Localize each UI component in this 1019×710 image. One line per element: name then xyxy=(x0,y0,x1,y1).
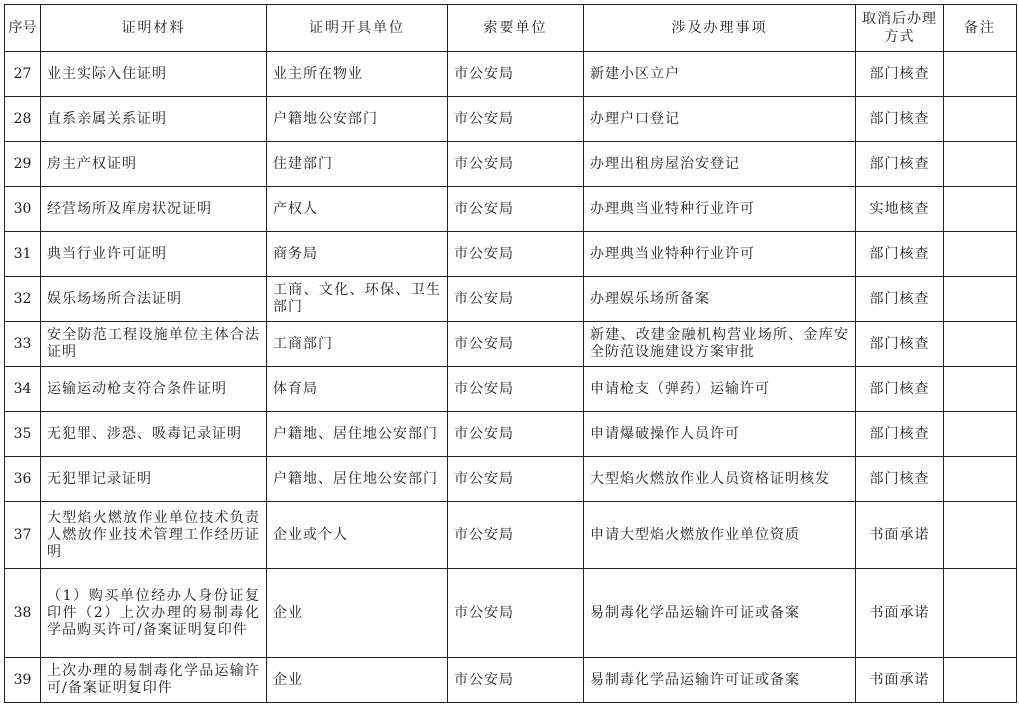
cell-remark xyxy=(944,569,1017,658)
cell-seq: 34 xyxy=(5,367,41,412)
cell-method: 书面承诺 xyxy=(856,658,944,703)
table-row xyxy=(5,502,1017,569)
cell-remark xyxy=(944,52,1017,97)
cell-requester: 市公安局 xyxy=(448,322,584,367)
cell-requester: 市公安局 xyxy=(448,97,584,142)
cell-requester: 市公安局 xyxy=(448,569,584,658)
cell-material: 典当行业许可证明 xyxy=(41,232,267,277)
cell-seq: 27 xyxy=(5,52,41,97)
header-issuer: 证明开具单位 xyxy=(267,5,448,52)
cell-issuer: 户籍地公安部门 xyxy=(267,97,448,142)
cell-method: 部门核查 xyxy=(856,97,944,142)
table-row xyxy=(5,52,1017,97)
cell-matter: 易制毒化学品运输许可证或备案 xyxy=(584,569,856,658)
cell-issuer: 住建部门 xyxy=(267,142,448,187)
table-row xyxy=(5,322,1017,367)
cell-method: 部门核查 xyxy=(856,232,944,277)
cell-material: 娱乐场场所合法证明 xyxy=(41,277,267,322)
header-requester: 索要单位 xyxy=(448,5,584,52)
table-row xyxy=(5,277,1017,322)
cell-material: 业主实际入住证明 xyxy=(41,52,267,97)
cell-seq: 33 xyxy=(5,322,41,367)
cell-matter: 新建小区立户 xyxy=(584,52,856,97)
cell-seq: 29 xyxy=(5,142,41,187)
cell-matter: 大型焰火燃放作业人员资格证明核发 xyxy=(584,457,856,502)
cell-requester: 市公安局 xyxy=(448,457,584,502)
cell-issuer: 商务局 xyxy=(267,232,448,277)
cell-seq: 30 xyxy=(5,187,41,232)
cell-seq: 36 xyxy=(5,457,41,502)
cell-remark xyxy=(944,97,1017,142)
cell-method: 部门核查 xyxy=(856,457,944,502)
cell-remark xyxy=(944,142,1017,187)
table-row xyxy=(5,97,1017,142)
cell-matter: 申请爆破操作人员许可 xyxy=(584,412,856,457)
cell-remark xyxy=(944,367,1017,412)
cell-method: 书面承诺 xyxy=(856,502,944,569)
cell-material: 经营场所及库房状况证明 xyxy=(41,187,267,232)
header-material: 证明材料 xyxy=(41,5,267,52)
cell-issuer: 体育局 xyxy=(267,367,448,412)
cell-method: 部门核查 xyxy=(856,277,944,322)
cell-matter: 办理出租房屋治安登记 xyxy=(584,142,856,187)
cell-issuer: 户籍地、居住地公安部门 xyxy=(267,457,448,502)
cell-method: 书面承诺 xyxy=(856,569,944,658)
header-remark: 备注 xyxy=(944,5,1017,52)
cell-seq: 32 xyxy=(5,277,41,322)
table-row xyxy=(5,457,1017,502)
certificate-table xyxy=(4,4,1017,703)
cell-method: 部门核查 xyxy=(856,142,944,187)
cell-requester: 市公安局 xyxy=(448,52,584,97)
cell-method: 部门核查 xyxy=(856,322,944,367)
cell-requester: 市公安局 xyxy=(448,232,584,277)
cell-method: 部门核查 xyxy=(856,412,944,457)
cell-seq: 38 xyxy=(5,569,41,658)
header-matter: 涉及办理事项 xyxy=(584,5,856,52)
cell-issuer: 业主所在物业 xyxy=(267,52,448,97)
cell-remark xyxy=(944,457,1017,502)
cell-requester: 市公安局 xyxy=(448,502,584,569)
cell-material: 直系亲属关系证明 xyxy=(41,97,267,142)
table-row xyxy=(5,367,1017,412)
header-seq: 序号 xyxy=(5,5,41,52)
table-row xyxy=(5,569,1017,658)
cell-material: 运输运动枪支符合条件证明 xyxy=(41,367,267,412)
cell-material: 上次办理的易制毒化学品运输许可/备案证明复印件 xyxy=(41,658,267,703)
table-row xyxy=(5,412,1017,457)
cell-issuer: 企业或个人 xyxy=(267,502,448,569)
cell-material: 无犯罪、涉恐、吸毒记录证明 xyxy=(41,412,267,457)
cell-material: 大型焰火燃放作业单位技术负责人燃放作业技术管理工作经历证明 xyxy=(41,502,267,569)
cell-requester: 市公安局 xyxy=(448,367,584,412)
cell-remark xyxy=(944,412,1017,457)
table-row xyxy=(5,658,1017,703)
cell-material: 安全防范工程设施单位主体合法证明 xyxy=(41,322,267,367)
cell-issuer: 工商部门 xyxy=(267,322,448,367)
cell-seq: 28 xyxy=(5,97,41,142)
cell-requester: 市公安局 xyxy=(448,277,584,322)
cell-seq: 31 xyxy=(5,232,41,277)
cell-method: 部门核查 xyxy=(856,367,944,412)
cell-issuer: 户籍地、居住地公安部门 xyxy=(267,412,448,457)
table-row xyxy=(5,232,1017,277)
header-method: 取消后办理方式 xyxy=(856,5,944,52)
cell-remark xyxy=(944,187,1017,232)
cell-matter: 新建、改建金融机构营业场所、金库安全防范设施建设方案审批 xyxy=(584,322,856,367)
cell-remark xyxy=(944,322,1017,367)
cell-requester: 市公安局 xyxy=(448,187,584,232)
cell-issuer: 产权人 xyxy=(267,187,448,232)
header-row xyxy=(5,5,1017,52)
cell-matter: 申请枪支（弹药）运输许可 xyxy=(584,367,856,412)
cell-method: 实地核查 xyxy=(856,187,944,232)
cell-seq: 37 xyxy=(5,502,41,569)
cell-matter: 易制毒化学品运输许可证或备案 xyxy=(584,658,856,703)
cell-method: 部门核查 xyxy=(856,52,944,97)
cell-issuer: 工商、文化、环保、卫生部门 xyxy=(267,277,448,322)
cell-requester: 市公安局 xyxy=(448,412,584,457)
cell-issuer: 企业 xyxy=(267,569,448,658)
cell-requester: 市公安局 xyxy=(448,142,584,187)
cell-remark xyxy=(944,277,1017,322)
cell-matter: 办理户口登记 xyxy=(584,97,856,142)
cell-matter: 办理娱乐场所备案 xyxy=(584,277,856,322)
cell-seq: 35 xyxy=(5,412,41,457)
cell-requester: 市公安局 xyxy=(448,658,584,703)
cell-material: （1）购买单位经办人身份证复印件（2）上次办理的易制毒化学品购买许可/备案证明复印件 xyxy=(41,569,267,658)
cell-matter: 申请大型焰火燃放作业单位资质 xyxy=(584,502,856,569)
cell-remark xyxy=(944,232,1017,277)
cell-remark xyxy=(944,658,1017,703)
cell-remark xyxy=(944,502,1017,569)
table-row xyxy=(5,187,1017,232)
cell-issuer: 企业 xyxy=(267,658,448,703)
cell-material: 无犯罪记录证明 xyxy=(41,457,267,502)
cell-matter: 办理典当业特种行业许可 xyxy=(584,187,856,232)
cell-matter: 办理典当业特种行业许可 xyxy=(584,232,856,277)
table-body xyxy=(5,52,1017,703)
cell-seq: 39 xyxy=(5,658,41,703)
table-row xyxy=(5,142,1017,187)
cell-material: 房主产权证明 xyxy=(41,142,267,187)
